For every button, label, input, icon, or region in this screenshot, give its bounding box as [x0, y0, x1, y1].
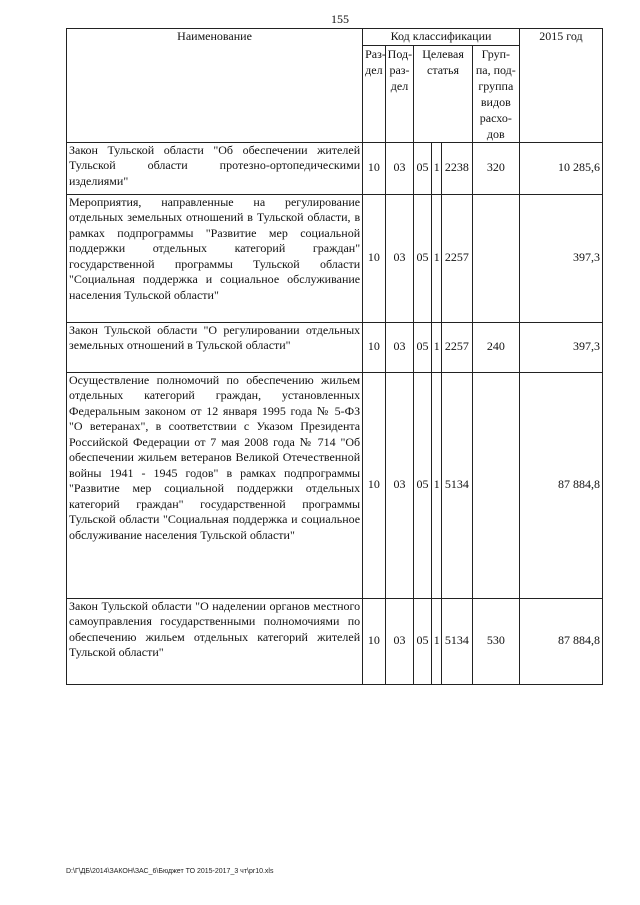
row-target-1: 05: [414, 372, 431, 598]
row-podrazdel: 03: [385, 194, 414, 322]
budget-table: [66, 28, 603, 685]
row-target-2: 1: [431, 598, 441, 684]
table-row: [67, 194, 603, 322]
row-group: [472, 372, 519, 598]
row-razdel: 10: [363, 598, 386, 684]
row-target-2: 1: [431, 372, 441, 598]
header-classification: Код классификации: [363, 29, 520, 46]
row-podrazdel: 03: [385, 142, 414, 194]
table-row: [67, 372, 603, 598]
row-target-3: 2257: [441, 322, 472, 372]
row-name: Осуществление полномочий по обеспечению жильем отдельных категорий граждан, установленных Федеральным законом от 12 января 1995 года № 5-ФЗ "О ветеранах", в соответствии с Указом Президента Российской Федерации от 7 мая 2008 года № 714 "Об обеспечении жильем ветеранов Великой Отечественной войны 1941 - 1945 годов" в рамках подпрограммы "Развитие мер социальной поддержки отдельных категорий граждан" государственной программы Тульской области "Социальная поддержка и социальное обслуживание населения Тульской области": [67, 372, 363, 598]
row-amount: 397,3: [519, 322, 602, 372]
row-name: Мероприятия, направленные на регулирование отдельных земельных отношений в Тульской области, в рамках подпрограммы "Развитие мер социальной поддержки отдельных категорий граждан" государственной программы Тульской области "Социальная поддержка и социальное обслуживание населения Тульской области": [67, 194, 363, 322]
row-amount: 87 884,8: [519, 598, 602, 684]
row-razdel: 10: [363, 194, 386, 322]
row-amount: 87 884,8: [519, 372, 602, 598]
row-group: [472, 194, 519, 322]
row-razdel: 10: [363, 372, 386, 598]
header-razdel: Раз-дел: [363, 45, 386, 142]
file-path-footer: D:\Г\ДБ\2014\ЗАКОН\ЗАС_6\Бюджет ТО 2015-2017_3 чт\pr10.xls: [66, 868, 274, 875]
row-group: 320: [472, 142, 519, 194]
row-target-1: 05: [414, 322, 431, 372]
row-podrazdel: 03: [385, 598, 414, 684]
row-name: Закон Тульской области "Об обеспечении жителей Тульской области протезно-ортопедическими изделиями": [67, 142, 363, 194]
header-podrazdel: Под-раз-дел: [385, 45, 414, 142]
row-razdel: 10: [363, 322, 386, 372]
row-amount: 10 285,6: [519, 142, 602, 194]
header-year: 2015 год: [519, 29, 602, 143]
row-target-3: 2257: [441, 194, 472, 322]
row-group: 530: [472, 598, 519, 684]
row-podrazdel: 03: [385, 322, 414, 372]
table-row: [67, 322, 603, 372]
row-target-1: 05: [414, 598, 431, 684]
table-row: [67, 598, 603, 684]
row-group: 240: [472, 322, 519, 372]
page-number: 155: [331, 12, 349, 26]
header-group: Груп-па, под-группа видов расхо-дов: [472, 45, 519, 142]
row-target-2: 1: [431, 194, 441, 322]
row-razdel: 10: [363, 142, 386, 194]
header-target: Целевая статья: [414, 45, 472, 142]
table-row: [67, 142, 603, 194]
row-podrazdel: 03: [385, 372, 414, 598]
row-target-2: 1: [431, 322, 441, 372]
row-target-1: 05: [414, 194, 431, 322]
header-name: Наименование: [67, 29, 363, 143]
row-target-1: 05: [414, 142, 431, 194]
row-target-2: 1: [431, 142, 441, 194]
row-target-3: 5134: [441, 598, 472, 684]
row-name: Закон Тульской области "О регулировании отдельных земельных отношений в Тульской области": [67, 322, 363, 372]
row-target-3: 2238: [441, 142, 472, 194]
row-target-3: 5134: [441, 372, 472, 598]
row-amount: 397,3: [519, 194, 602, 322]
row-name: Закон Тульской области "О наделении органов местного самоуправления государственными полномочиями по обеспечению жильем отдельных категорий жителей Тульской области": [67, 598, 363, 684]
